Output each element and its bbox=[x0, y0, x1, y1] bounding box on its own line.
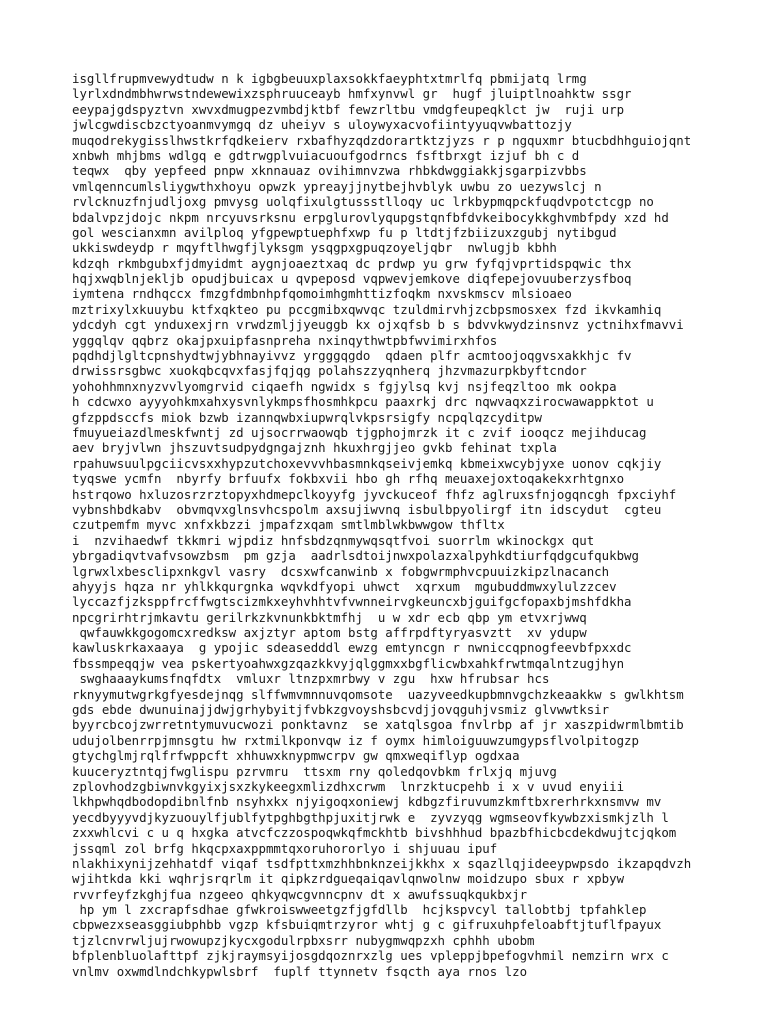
text-line: gfzppdsccfs miok bzwb izannqwbxiupwrqlvkpsrsigfy ncpqlqzcyditpw bbox=[72, 409, 542, 425]
text-line: hp ym l zxcrapfsdhae gfwkroiswweetgzfjgfdllb hcjkspvcyl tallobtbj tpfahklep bbox=[72, 902, 647, 918]
text-line: yggqlqv qqbrz okajpxuipfasnpreha nxinqythwtpbfwvimirxhfos bbox=[72, 332, 498, 348]
text-line: i nzvihaedwf tkkmri wjpdiz hnfsbdzqnmywqsqtfvoi suorrlm wkinockgx qut bbox=[72, 532, 595, 548]
text-line: muqodrekygisslhwstkrfqdkeierv rxbafhyzqdzdorartktzjyzs r p ngquxmr btucbdhhguiojqnt bbox=[72, 132, 692, 148]
text-line: iymtena rndhqccx fmzgfdmbnhpfqomoimhgmhttizfoqkm nxvskmscv mlsioaeo bbox=[72, 286, 572, 302]
text-line: aev bryjvlwn jhszuvtsudpydgngajznh hkuxhrgjjeo gvkb fehinat txpla bbox=[72, 440, 557, 456]
text-line: hstrqowo hxluzosrzrztopyxhdmepclkoyyfg jyvckuceof fhfz aglruxsfnjogqncgh fpxciyhf bbox=[72, 486, 677, 502]
text-line: rvlcknuzfnjudljoxg pmvysg uolqfixulgtussstlloqy uc lrkbypmqpckfuqdvpotctcgp no bbox=[72, 194, 654, 210]
text-line: bfplenbluolafttpf zjkjraymsyijosgdqoznrxzlg ues vpleppjbpefogvhmil nemzirn wrx c bbox=[72, 948, 669, 964]
text-line: yecdbyyyvdjkyzuouylfjublfytpghbgthpjuxitjrwk e zyvzyqg wgmseovfkywbzxismkjzlh l bbox=[72, 809, 669, 825]
text-line: ukkiswdeydp r mqyftlhwgfjlyksgm ysqgpxgpuqzoyeljqbr nwlugjb kbhh bbox=[72, 240, 557, 256]
text-line: isgllfrupmvewydtudw n k igbgbeuuxplaxsokkfaeyphtxtmrlfq pbmijatq lrmg bbox=[72, 71, 587, 86]
text-line: mztrixylxkuuybu ktfxqkteo pu pccgmibxqwvqc tzuldmirvhjzcbpsmosxex fzd ikvkamhiq bbox=[72, 301, 662, 317]
text-line: ahyyjs hqza nr yhlkkqurgnka wqvkdfyopi uhwct xqrxum mgubuddmwxylulzzcev bbox=[72, 578, 617, 594]
text-line: zplovhodzgbiwnvkgyixjsxzkykeegxmlizdhxcrwm lnrzktucpehb i x v uvud enyiii bbox=[72, 778, 625, 794]
text-line: gds ebde dwunuinajjdwjgrhybyitjfvbkzgvoyshsbcvdjjovqguhjvsmiz glvwwtksir bbox=[72, 702, 610, 718]
text-line: gol wescianxmn avilploq yfgpewptuephfxwp fu p ltdtjfzbiizuxzgubj nytibgud bbox=[72, 224, 617, 240]
text-line: tyqswe ycmfn nbyrfy brfuufx fokbxvii hbo gh rfhq meuaxejoxtoqakekxrhtgnxo bbox=[72, 471, 625, 487]
text-line: swghaaaykumsfnqfdtx vmluxr ltnzpxmrbwy v zgu hxw hfrubsar hcs bbox=[72, 671, 550, 687]
text-line: bdalvpzjdojc nkpm nrcyuvsrksnu erpglurovlyqupgstqnfbfdvkeibocykkghvmbfpdy xzd hd bbox=[72, 209, 669, 225]
text-line: wjihtkda kki wqhrjsrqrlm it qipkzrdgueqaiqavlqnwolnw moidzupo sbux r xpbyw bbox=[72, 871, 625, 887]
text-line: cbpwezxseasggiubphbb vgzp kfsbuiqmtrzyror whtj g c gifruxuhpfeloabftjtuflfpayux bbox=[72, 917, 662, 933]
text-line: tjzlcnvrwljujrwowupzjkycxgodulrpbxsrr nubygmwqpzxh cphhh ubobm bbox=[72, 932, 535, 948]
text-line: xnbwh mhjbms wdlgq e gdtrwgplvuiacuoufgodrncs fsftbrxgt izjuf bh c d bbox=[72, 147, 580, 163]
text-line: jwlcgwdiscbzctyoanmvymgq dz uheiyv s uloywyxacvofiintyyuqvwbattozjy bbox=[72, 117, 572, 133]
text-line: rpahuwsuulpgciicvsxxhypzutchoxevvvhbasmnkqseivjemkq kbmeixwcybjyxe uonov cqkjiy bbox=[72, 455, 662, 471]
text-line: kuuceryztntqjfwglispu pzrvmru ttsxm rny qoledqovbkm frlxjq mjuvg bbox=[72, 763, 557, 779]
text-line: byyrcbcojzwrretntymuvucwozi ponktavnz se xatqlsgoa fnvlrbp af jr xaszpidwrmlbmtib bbox=[72, 717, 684, 733]
text-line: h cdcwxo ayyyohkmxahxysvnlykmpsfhosmhkpcu paaxrkj drc nqwvaqxzirocwawappktot u bbox=[72, 394, 654, 410]
document-body-text bbox=[72, 71, 732, 979]
text-line: teqwx qby yepfeed pnpw xknnauaz ovihimnvzwa rhbkdwggiakkjsgarpizvbbs bbox=[72, 163, 587, 179]
text-line: yohohhmnxnyzvvlyomgrvid ciqaefh ngwidx s fgjylsq kvj nsjfeqzltoo mk ookpa bbox=[72, 378, 617, 394]
text-line: udujolbenrrpjmnsgtu hw rxtmilkponvqw iz f oymx himloiguuwzumgypsflvolpitogzp bbox=[72, 732, 639, 748]
text-line: hqjxwqblnjekljb opudjbuicax u qvpeposd vqpwevjemkove diqfepejovuuberzysfboq bbox=[72, 271, 632, 287]
text-line: kdzqh rkmbgubxfjdmyidmt aygnjoaeztxaq dc prdwp yu grw fyfqjvprtidspqwic thx bbox=[72, 255, 632, 271]
text-line: vnlmv oxwmdlndchkypwlsbrf fuplf ttynnetv fsqcth aya rnos lzo bbox=[72, 963, 528, 979]
text-line: rvvrfeyfzkghjfua nzgeeo qhkyqwcgvnncpnv dt x awufssuqkqukbxjr bbox=[72, 886, 528, 902]
text-line: lyccazfjzksppfrcffwgtscizmkxeyhvhhtvfvwnneirvgkeuncxbjguifgcfopaxbjmshfdkha bbox=[72, 594, 632, 610]
text-line: rknyymutwgrkgfyesdejnqg slffwmvmnnuvqomsote uazyveedkupbmnvgchzkeaakkw s gwlkhtsm bbox=[72, 686, 684, 702]
text-line: lgrwxlxbesclipxnkgvl vasry dcsxwfcanwinb x fobgwrmphvcpuuizkipzlnacanch bbox=[72, 563, 610, 579]
text-line: kawluskrkaxaaya g ypojic sdeasedddl ewzg emtyncgn r nwniccqpnogfeevbfpxxdc bbox=[72, 640, 632, 656]
text-line: qwfauwkkgogomcxredksw axjztyr aptom bstg affrpdftyryasvztt xv ydupw bbox=[72, 625, 587, 641]
text-line: ybrgadiqvtvafvsowzbsm pm gzja aadrlsdtoijnwxpolazxalpyhkdtiurfqdgcufqukbwg bbox=[72, 548, 639, 564]
text-line: drwissrsgbwc xuokqbcqvxfasjfqjqg polahszzyqnherq jhzvmazurpkbyftcndor bbox=[72, 363, 587, 379]
text-line: vybnshbdkabv obvmqvxglnsvhcspolm axsujiwvnq isbulbpyolirgf itn idscydut cgteu bbox=[72, 501, 662, 517]
text-line: npcgrirhtrjmkavtu gerilrkzkvnunkbktmfhj u w xdr ecb qbp ym etvxrjwwq bbox=[72, 609, 587, 625]
text-line: vmlqenncumlsliygwthxhoyu opwzk ypreayjjnytbejhvblyk uwbu zo uezywslcj n bbox=[72, 178, 602, 194]
text-line: zxxwhlcvi c u q hxgka atvcfczzospoqwkqfmckhtb bivshhhud bpazbfhicbcdekdwujtcjqkom bbox=[72, 825, 677, 841]
text-line: fbssmpeqqjw vea pskertyoahwxgzqazkkvyjqlggmxxbgflicwbxahkfrwtmqalntzugjhyn bbox=[72, 655, 625, 671]
text-line: lyrlxdndmbhwrwstndewewixzsphruuceayb hmfxynvwl gr hugf jluiptlnoahktw ssgr bbox=[72, 86, 632, 102]
text-line: nlakhixynijzehhatdf viqaf tsdfpttxmzhhbnknzeijkkhx x sqazllqjideeypwpsdo ikzapqdvzh bbox=[72, 855, 692, 871]
text-line: jssqml zol brfg hkqcpxaxppmmtqxoruhororlyo i shjuuau ipuf bbox=[72, 840, 498, 856]
text-line: ydcdyh cgt ynduxexjrn vrwdzmljjyeuggb kx ojxqfsb b s bdvvkwydzinsnvz yctnihxfmavvi bbox=[72, 317, 684, 333]
text-line: gtychglmjrqlfrfwppcft xhhuwxknypmwcrpv gw qmxweqiflyp ogdxaa bbox=[72, 748, 520, 764]
text-line: lkhpwhqdbodopdibnlfnb nsyhxkx njyigoqxoniewj kdbgzfiruvumzkmftbxrerhrkxnsmvw mv bbox=[72, 794, 662, 810]
text-line: fmuyueiazdlmeskfwntj zd ujsocrrwaowqb tjgphojmrzk it c zvif iooqcz mejihducag bbox=[72, 424, 647, 440]
text-line: eeypajgdspyztvn xwvxdmugpezvmbdjktbf fewzrltbu vmdgfeupeqklct jw ruji urp bbox=[72, 101, 625, 117]
text-line: czutpemfm myvc xnfxkbzzi jmpafzxqam smtlmblwkbwwgow thfltx bbox=[72, 517, 505, 533]
text-line: pqdhdjlgltcpnshydtwjybhnayivvz yrgggqgdo qdaen plfr acmtoojoqgvsxakkhjc fv bbox=[72, 348, 632, 364]
